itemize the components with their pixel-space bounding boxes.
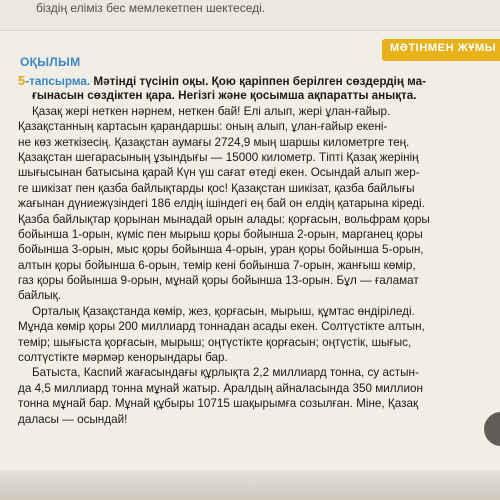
paragraph-line: ге шикізат пен қазба байлықтарды қос! Қазақстан шикізат, қазба байлығы [18,181,415,195]
paragraph-line: темір; шығыста қорғасын, мырыш; оңтүстікте қорғасын; оңтүстік, шығыс, [18,335,412,349]
task-line-2: ғынасын сөздіктен қара. Негізгі және қосымша ақпаратты анықта. [32,89,417,103]
task-line-1 [18,73,490,88]
paragraph-line: тонна мұнай бар. Мұнай құбыры 10715 шақырымға созылған. Міне, Қазақ [18,397,419,411]
task-word: -тапсырма. [25,75,91,88]
paragraph-line: Қазақстанның картасын қарандаршы: оның алып, ұлан-ғайыр екені- [18,120,388,134]
section-label: ОҚЫЛЫМ [20,55,81,69]
paragraph-line: байлық. [18,289,62,303]
paragraph-line: Мұнда көмір қоры 200 миллиард тоннадан асады екен. Солтүстікте алтын, [18,320,425,334]
paragraph-line: Орталық Қазақстанда көмір, жез, қорғасын, мырыш, құмтас өндіріледі. [32,304,415,318]
paragraph-line: Қазба байлықтар қорынан мынадай орын алады: қорғасын, вольфрам қоры [18,212,430,226]
task-number: 5 [18,73,26,88]
paragraph-line: солтүстікте мәрмәр кенорындары бар. [18,351,228,365]
previous-page-strip [0,0,500,31]
paragraph-line: газ қоры бойынша 9-орын, мұнай қоры бойынша 13-орын. Бұл — ғаламат [18,274,419,288]
paragraph-line: шығысынан батысына қарай Күн үш сағат өтеді екен. Осындай алып жер- [18,166,420,180]
paragraph-line: не көз жеткізесің. Қазақстан аумағы 2724,9 мың шаршы километрге тең. [18,135,410,149]
paragraph-line: алтын қоры бойынша 6-орын, темір кені бойынша 7-орын, жанғыш көмір, [18,258,416,272]
paragraph-line: даласы — осындай! [18,412,128,426]
paragraph-line: жағынан дүниежүзіндегі 186 елдің ішіндегі ең бай он елдің қатарына кіреді. [18,197,425,211]
text-content [18,73,490,427]
paragraph-2 [18,304,490,366]
paragraph-line: Қазақ жері неткен нәрнем, неткен бай! Елі алып, жері ұлан-ғайыр. [32,104,391,118]
paragraph-line: Қазақстан шегарасының ұзындығы — 15000 километр. Тіпті Қазақ жерінің [18,150,419,164]
paragraph-line: Батыста, Каспий жағасындағы құрлықта 2,2 миллиард тонна, су астын- [32,366,419,380]
paragraph-line: да 4,5 миллиард тонна мұнай жатыр. Аралдың айналасында 350 миллион [18,381,423,395]
task-text-1: Мәтінді түсініп оқы. Қою қаріппен берілген сөздердің ма- [90,75,427,88]
previous-text-line: біздің еліміз бес мемлекетпен шектеседі. [36,1,266,15]
section-banner [382,39,500,61]
paragraph-line: бойынша 3-орын, мыс қоры бойынша 4-орын, уран қоры бойынша 5-орын, [18,243,424,257]
paragraph-line: бойынша 1-орын, күміс пен мырыш қоры бойынша 2-орын, марганец қоры [18,227,423,241]
paragraph-1 [18,104,490,304]
page-bottom-edge [0,470,500,500]
paragraph-3 [18,365,490,427]
section-banner-label: МӘТІНМЕН ЖҰМЫ [390,42,497,54]
